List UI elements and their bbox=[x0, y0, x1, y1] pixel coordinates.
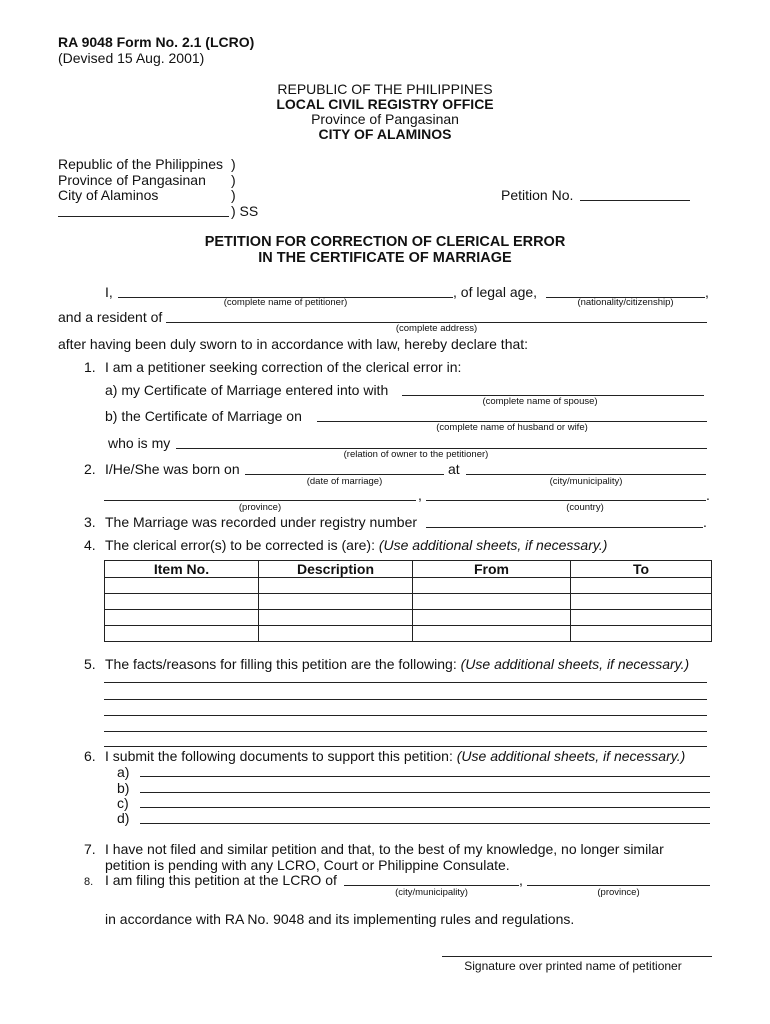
husband-wife-name-hint: (complete name of husband or wife) bbox=[436, 422, 588, 433]
item-5-label: The facts/reasons for filling this petition are the following: bbox=[105, 656, 461, 672]
revised-date: (Devised 15 Aug. 2001) bbox=[58, 50, 205, 66]
country-hint: (country) bbox=[566, 502, 604, 513]
item-5-text bbox=[105, 656, 689, 672]
table-row bbox=[105, 578, 712, 594]
table-row bbox=[105, 610, 712, 626]
venue-paren: ) bbox=[231, 156, 236, 172]
item-number: 7. bbox=[84, 841, 96, 857]
registry-period: . bbox=[703, 514, 707, 530]
item-number: 2. bbox=[84, 461, 96, 477]
facts-line[interactable] bbox=[104, 699, 707, 700]
item-6-text bbox=[105, 748, 685, 764]
date-of-marriage-field[interactable] bbox=[245, 474, 444, 475]
intro-legal-age: , of legal age, bbox=[453, 284, 538, 300]
lcro-city-hint: (city/municipality) bbox=[395, 887, 468, 898]
table-header-row bbox=[105, 561, 712, 578]
item-7-line-1: I have not filed and similar petition and that, to the best of my knowledge, no longer similar bbox=[105, 841, 664, 857]
lcro-comma: , bbox=[519, 872, 523, 888]
venue-province: Province of Pangasinan bbox=[58, 172, 206, 188]
item-1-text: I am a petitioner seeking correction of the clerical error in: bbox=[105, 359, 462, 375]
table-cell[interactable] bbox=[259, 578, 413, 594]
item-number: 1. bbox=[84, 359, 96, 375]
lcro-city-field[interactable] bbox=[344, 885, 519, 886]
item-2-text: I/He/She was born on bbox=[105, 461, 240, 477]
sworn-statement: after having been duly sworn to in accordance with law, hereby declare that: bbox=[58, 336, 529, 352]
document-a-field[interactable] bbox=[140, 776, 710, 777]
doc-label-c: c) bbox=[117, 795, 129, 811]
province-heading: Province of Pangasinan bbox=[311, 111, 459, 127]
address-hint: (complete address) bbox=[395, 323, 478, 334]
table-cell[interactable] bbox=[413, 578, 571, 594]
signature-line[interactable] bbox=[442, 956, 712, 957]
table-cell[interactable] bbox=[259, 626, 413, 642]
province-field[interactable] bbox=[104, 500, 416, 501]
item-5-note: (Use additional sheets, if necessary.) bbox=[460, 656, 690, 672]
clerical-errors-table bbox=[104, 560, 712, 642]
table-cell[interactable] bbox=[571, 610, 712, 626]
registry-number-field[interactable] bbox=[426, 527, 703, 528]
item-6-note: (Use additional sheets, if necessary.) bbox=[456, 748, 686, 764]
col-item-no: Item No. bbox=[105, 561, 259, 578]
col-description: Description bbox=[259, 561, 413, 578]
col-from: From bbox=[413, 561, 571, 578]
table-cell[interactable] bbox=[413, 610, 571, 626]
item-number: 3. bbox=[84, 514, 96, 530]
at-label: at bbox=[448, 461, 460, 477]
country-field[interactable] bbox=[426, 500, 706, 501]
office-heading: LOCAL CIVIL REGISTRY OFFICE bbox=[276, 96, 494, 112]
resident-label: and a resident of bbox=[58, 309, 163, 325]
item-1b-text: b) the Certificate of Marriage on bbox=[105, 408, 302, 424]
facts-line[interactable] bbox=[104, 746, 707, 747]
item-4-text bbox=[105, 537, 607, 553]
city-municipality-field[interactable] bbox=[466, 474, 706, 475]
item-6-label: I submit the following documents to support this petition: bbox=[105, 748, 457, 764]
doc-label-b: b) bbox=[117, 780, 130, 796]
document-c-field[interactable] bbox=[140, 807, 710, 808]
signature-label: Signature over printed name of petitioner bbox=[464, 959, 682, 973]
facts-line[interactable] bbox=[104, 731, 707, 732]
petitioner-name-hint: (complete name of petitioner) bbox=[223, 297, 348, 308]
item-number: 5. bbox=[84, 656, 96, 672]
venue-blank-line[interactable] bbox=[58, 216, 229, 217]
lcro-province-field[interactable] bbox=[527, 885, 710, 886]
item-1a-text: a) my Certificate of Marriage entered into with bbox=[105, 382, 389, 398]
spouse-name-hint: (complete name of spouse) bbox=[482, 396, 598, 407]
accordance-statement: in accordance with RA No. 9048 and its implementing rules and regulations. bbox=[105, 911, 575, 927]
date-of-marriage-hint: (date of marriage) bbox=[306, 476, 383, 487]
item-number: 4. bbox=[84, 537, 96, 553]
table-cell[interactable] bbox=[259, 594, 413, 610]
republic-heading: REPUBLIC OF THE PHILIPPINES bbox=[277, 81, 493, 97]
relation-hint: (relation of owner to the petitioner) bbox=[343, 449, 489, 460]
item-4-label: The clerical error(s) to be corrected is (are): bbox=[105, 537, 379, 553]
table-cell[interactable] bbox=[105, 626, 259, 642]
who-is-my-label: who is my bbox=[108, 435, 171, 451]
province-comma: , bbox=[418, 487, 422, 503]
col-to: To bbox=[571, 561, 712, 578]
venue-republic: Republic of the Philippines bbox=[58, 156, 223, 172]
item-number: 8. bbox=[84, 876, 94, 888]
item-7-line-2: petition is pending with any LCRO, Court or Philippine Consulate. bbox=[105, 857, 510, 873]
table-cell[interactable] bbox=[259, 610, 413, 626]
table-cell[interactable] bbox=[105, 594, 259, 610]
venue-city: City of Alaminos bbox=[58, 187, 159, 203]
province-hint: (province) bbox=[238, 502, 282, 513]
doc-label-d: d) bbox=[117, 810, 130, 826]
item-8-text: I am filing this petition at the LCRO of bbox=[105, 872, 337, 888]
table-cell[interactable] bbox=[571, 626, 712, 642]
table-cell[interactable] bbox=[571, 594, 712, 610]
table-cell[interactable] bbox=[105, 610, 259, 626]
table-cell[interactable] bbox=[413, 594, 571, 610]
petition-no-label: Petition No. bbox=[501, 187, 574, 203]
document-b-field[interactable] bbox=[140, 792, 710, 793]
item-3-text: The Marriage was recorded under registry number bbox=[105, 514, 418, 530]
table-row bbox=[105, 626, 712, 642]
item-number: 6. bbox=[84, 748, 96, 764]
form-number: RA 9048 Form No. 2.1 (LCRO) bbox=[58, 34, 255, 50]
venue-paren: ) bbox=[231, 187, 236, 203]
petition-no-field[interactable] bbox=[580, 200, 690, 201]
item-4-note: (Use additional sheets, if necessary.) bbox=[378, 537, 608, 553]
table-cell[interactable] bbox=[105, 578, 259, 594]
table-cell[interactable] bbox=[571, 578, 712, 594]
intro-i: I, bbox=[105, 284, 113, 300]
city-municipality-hint: (city/municipality) bbox=[549, 476, 623, 487]
facts-line[interactable] bbox=[104, 682, 707, 683]
venue-paren: ) bbox=[231, 172, 236, 188]
lcro-province-hint: (province) bbox=[597, 887, 640, 898]
petition-title: PETITION FOR CORRECTION OF CLERICAL ERROR bbox=[204, 234, 566, 250]
doc-label-a: a) bbox=[117, 764, 130, 780]
intro-comma: , bbox=[705, 284, 709, 300]
city-heading: CITY OF ALAMINOS bbox=[318, 126, 452, 142]
petition-subtitle: IN THE CERTIFICATE OF MARRIAGE bbox=[258, 250, 512, 266]
country-period: . bbox=[706, 487, 710, 503]
table-cell[interactable] bbox=[413, 626, 571, 642]
venue-ss: ) SS bbox=[231, 203, 259, 219]
facts-line[interactable] bbox=[104, 715, 707, 716]
table-row bbox=[105, 594, 712, 610]
document-d-field[interactable] bbox=[140, 823, 710, 824]
nationality-hint: (nationality/citizenship) bbox=[577, 297, 674, 308]
